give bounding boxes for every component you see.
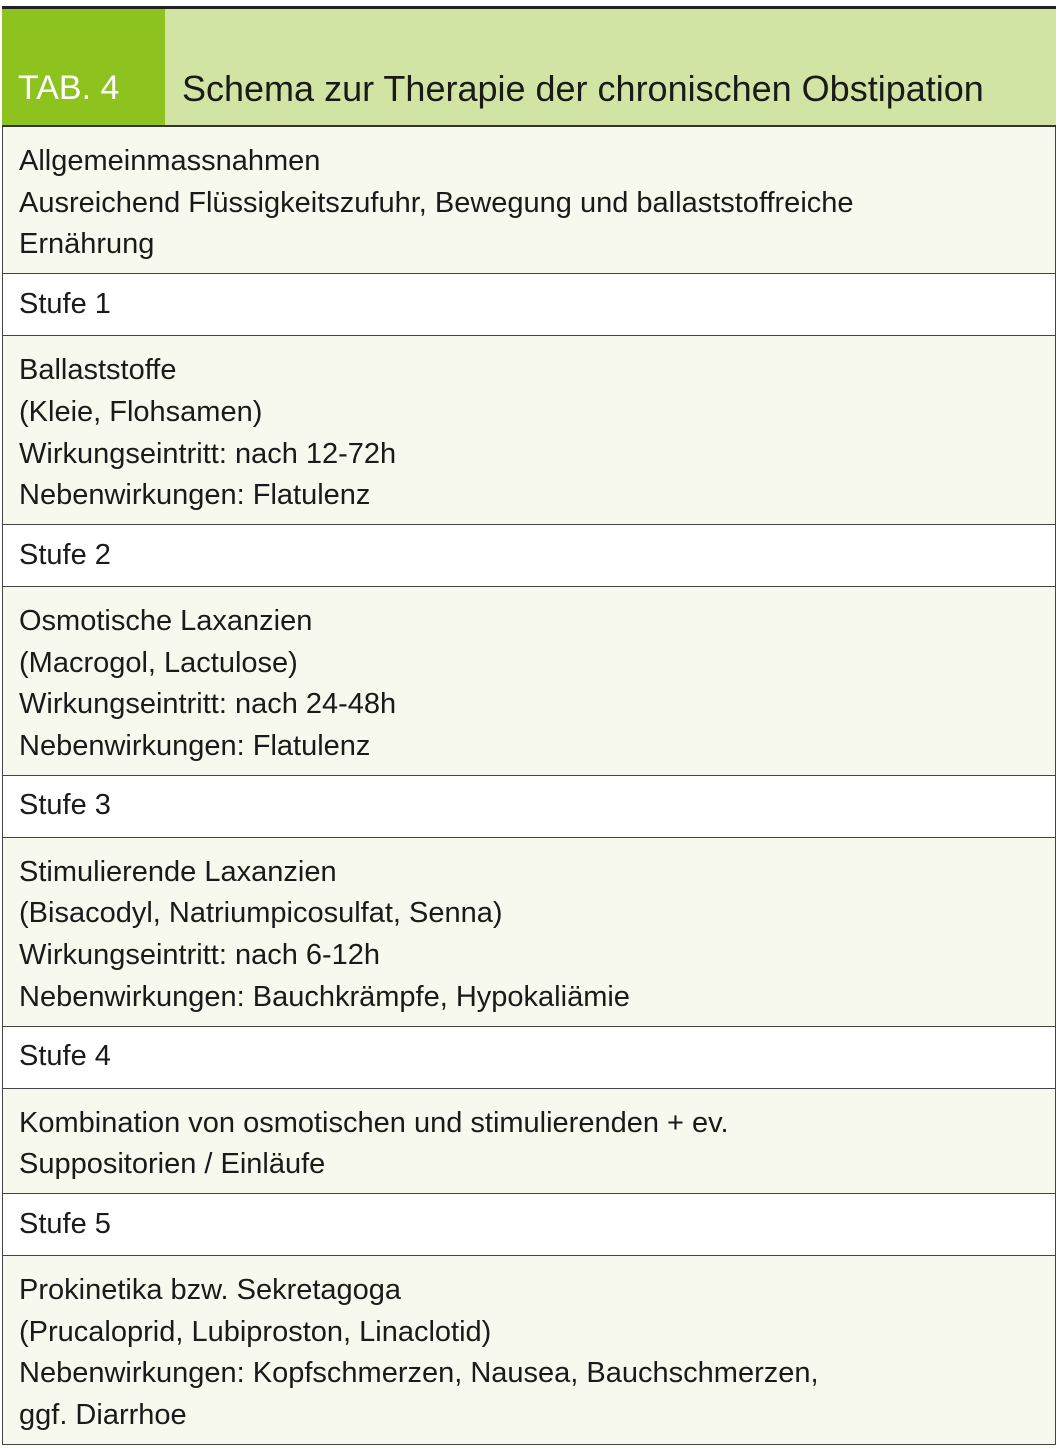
row-line: (Macrogol, Lactulose) bbox=[19, 646, 298, 679]
table-header bbox=[2, 9, 1056, 127]
step-1-row bbox=[3, 274, 1055, 336]
row-line: Wirkungseintritt: nach 24-48h bbox=[19, 688, 397, 721]
row-line: Allgemeinmassnahmen bbox=[19, 145, 321, 177]
row-line: Wirkungseintritt: nach 12-72h bbox=[19, 437, 397, 470]
row-line: Osmotische Laxanzien bbox=[19, 604, 313, 637]
step-3-content bbox=[3, 838, 1055, 1027]
step-label: Stufe 1 bbox=[19, 287, 111, 320]
table-number-label: TAB. 4 bbox=[2, 9, 164, 125]
step-2-row bbox=[3, 525, 1055, 587]
step-5-content bbox=[3, 1256, 1055, 1445]
row-line: ggf. Diarrhoe bbox=[19, 1399, 187, 1432]
step-label: Stufe 2 bbox=[19, 538, 111, 571]
row-line: Nebenwirkungen: Bauchkrämpfe, Hypokaliämie bbox=[19, 980, 630, 1013]
step-2-content bbox=[3, 587, 1055, 776]
step-3-row bbox=[3, 776, 1055, 838]
therapy-table bbox=[2, 6, 1056, 1445]
row-line: (Prucaloprid, Lubiproston, Linaclotid) bbox=[19, 1315, 492, 1348]
table-title: Schema zur Therapie der chronischen Obstipation bbox=[164, 9, 1056, 125]
step-label: Stufe 4 bbox=[19, 1040, 111, 1073]
step-4-content bbox=[3, 1089, 1055, 1194]
row-line: Nebenwirkungen: Kopfschmerzen, Nausea, Bauchschmerzen, bbox=[19, 1357, 819, 1390]
row-line: (Bisacodyl, Natriumpicosulfat, Senna) bbox=[19, 897, 503, 930]
row-line: Prokinetika bzw. Sekretagoga bbox=[19, 1273, 402, 1306]
row-line: Nebenwirkungen: Flatulenz bbox=[19, 479, 371, 512]
step-5-row bbox=[3, 1194, 1055, 1256]
step-1-content bbox=[3, 336, 1055, 525]
step-4-row bbox=[3, 1027, 1055, 1089]
row-line: (Kleie, Flohsamen) bbox=[19, 395, 263, 428]
row-line: Ausreichend Flüssigkeitszufuhr, Bewegung und ballaststoffreiche bbox=[19, 186, 854, 219]
row-line: Suppositorien / Einläufe bbox=[19, 1148, 326, 1181]
row-line: Stimulierende Laxanzien bbox=[19, 855, 337, 888]
row-line: Ernährung bbox=[19, 228, 155, 261]
step-label: Stufe 3 bbox=[19, 789, 111, 822]
row-line: Nebenwirkungen: Flatulenz bbox=[19, 730, 371, 763]
table-body bbox=[2, 127, 1056, 1445]
step-label: Stufe 5 bbox=[19, 1207, 111, 1240]
row-line: Ballaststoffe bbox=[19, 354, 177, 387]
general-measures-row bbox=[3, 127, 1055, 274]
row-line: Wirkungseintritt: nach 6-12h bbox=[19, 939, 381, 972]
row-line: Kombination von osmotischen und stimulierenden + ev. bbox=[19, 1106, 729, 1139]
